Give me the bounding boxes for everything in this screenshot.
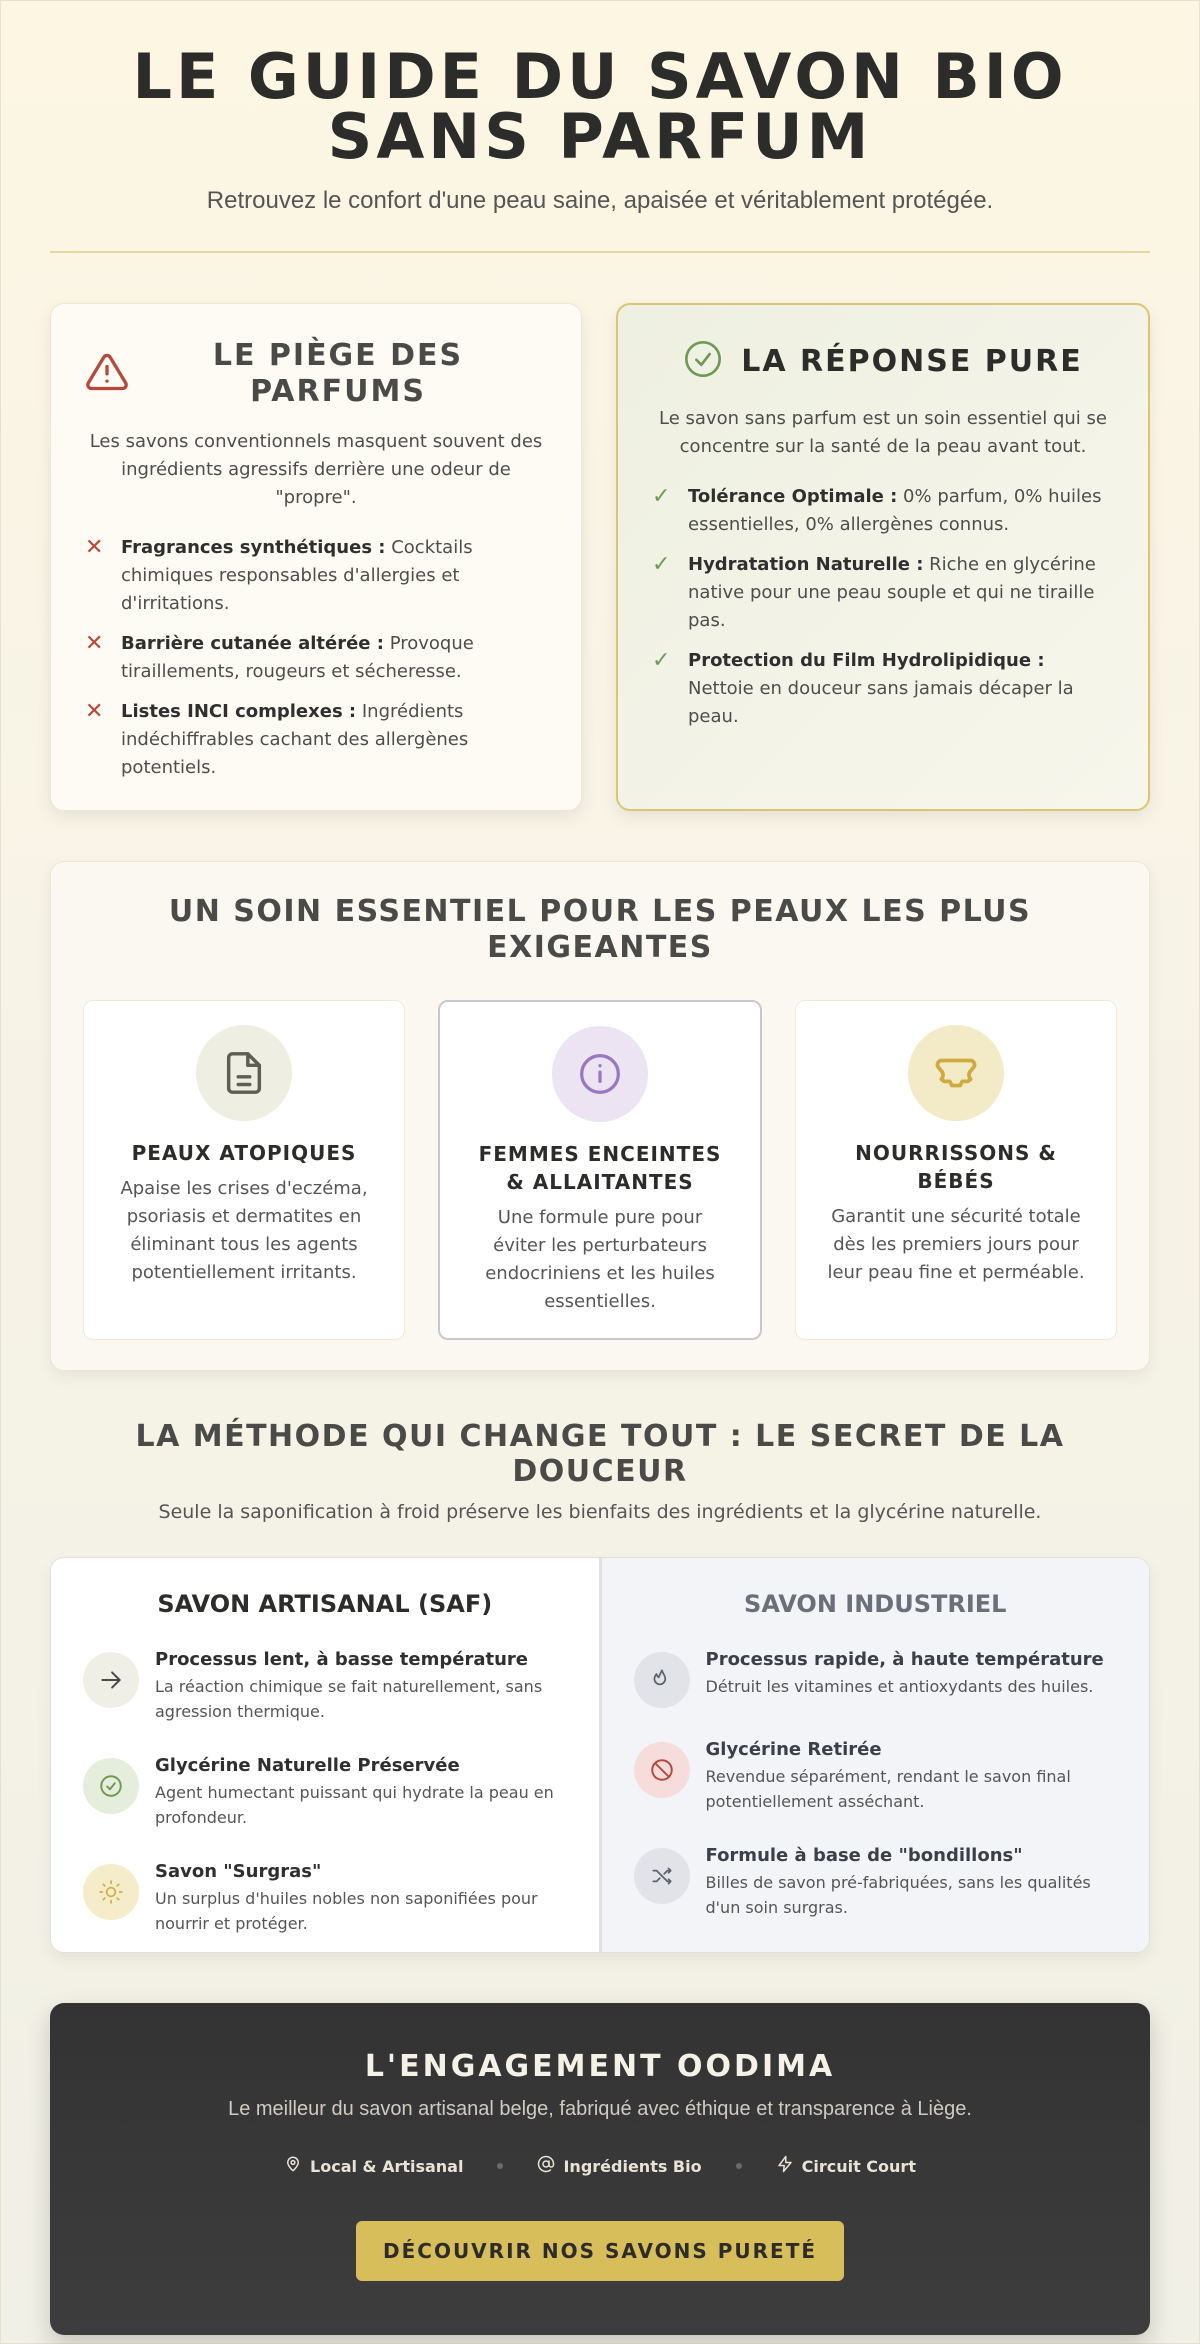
method-subtitle: Seule la saponification à froid préserve les bienfaits des ingrédients et la glycérine naturelle. [158, 1501, 1042, 1523]
check-circle-icon [83, 1758, 139, 1814]
baby-bib-icon [908, 1025, 1004, 1121]
pure-intro: Le savon sans parfum est un soin essentiel qui se concentre sur la santé de la peau avant tout. [659, 408, 1107, 457]
trap-title: LE PIÈGE DES PARFUMS [212, 338, 464, 409]
page-subtitle: Retrouvez le confort d'une peau saine, apaisée et véritablement protégée. [206, 187, 994, 214]
method-header [50, 1419, 1150, 1523]
page [50, 1, 1150, 2335]
row-text: Détruit les vitamines et antioxydants des huiles. [705, 1677, 1094, 1696]
row-title: Formule à base de "bondillons" [705, 1845, 1023, 1866]
flame-icon [634, 1652, 690, 1708]
item-text: Riche en glycérine native pour une peau souple et qui ne tiraille pas. [688, 554, 1096, 631]
item-text: 0% parfum, 0% huiles essentielles, 0% allergènes connus. [688, 486, 1102, 535]
pure-header [652, 339, 1114, 383]
badge-label: Local & Artisanal [310, 2156, 464, 2176]
row-text: Un surplus d'huiles nobles non saponifiées pour nourrir et protéger. [155, 1889, 538, 1933]
badge-circuit [776, 2155, 916, 2177]
trap-list [85, 534, 547, 782]
item-bold: Listes INCI complexes : [121, 701, 357, 722]
pure-list [652, 483, 1114, 731]
method-section [50, 1419, 1150, 1953]
separator-dot [736, 2163, 742, 2169]
row-text: Revendue séparément, rendant le savon final potentiellement asséchant. [705, 1767, 1071, 1811]
badge-bio [537, 2155, 701, 2177]
essential-section [50, 861, 1150, 1371]
page-title-line1: LE GUIDE DU SAVON BIO [132, 40, 1068, 113]
cross-icon: ✕ [85, 699, 104, 724]
comparison-row [634, 1844, 1118, 1920]
trap-intro: Les savons conventionnels masquent souvent des ingrédients agressifs derrière une odeur de "propre". [89, 431, 543, 508]
card-title: FEMMES ENCEINTES & ALLAITANTES [478, 1142, 722, 1194]
comparison-row [634, 1648, 1118, 1708]
hero [50, 1, 1150, 253]
row-title: Savon "Surgras" [155, 1861, 322, 1882]
card-pregnant [438, 1000, 762, 1340]
lightning-icon [776, 2155, 802, 2177]
item-text: Ingrédients indéchiffrables cachant des allergènes potentiels. [121, 701, 469, 778]
artisanal-title: SAVON ARTISANAL (SAF) [157, 1590, 493, 1618]
comparison-row [83, 1860, 567, 1936]
item-text: Provoque tiraillements, rougeurs et sécheresse. [121, 633, 474, 682]
row-text: La réaction chimique se fait naturellement, sans agression thermique. [155, 1677, 543, 1721]
engagement-subtitle: Le meilleur du savon artisanal belge, fabriqué avec éthique et transparence à Liège. [228, 2098, 972, 2120]
item-bold: Hydratation Naturelle : [688, 554, 924, 575]
document-icon [196, 1025, 292, 1121]
list-item [85, 698, 547, 782]
artisanal-column [51, 1558, 602, 1952]
card-text: Garantit une sécurité totale dès les premiers jours pour leur peau fine et perméable. [827, 1206, 1085, 1283]
item-text: Nettoie en douceur sans jamais décaper la peau. [688, 678, 1074, 727]
list-item [85, 534, 547, 618]
list-item [652, 483, 1114, 539]
check-icon: ✓ [652, 552, 671, 577]
page-title [50, 40, 1150, 173]
at-sign-icon [537, 2155, 563, 2177]
audience-cards [83, 1000, 1117, 1340]
badge-local [284, 2155, 463, 2177]
comparison-row [83, 1648, 567, 1724]
industrial-title: SAVON INDUSTRIEL [744, 1590, 1007, 1618]
item-bold: Barrière cutanée altérée : [121, 633, 384, 654]
badge-label: Circuit Court [801, 2156, 916, 2176]
item-bold: Tolérance Optimale : [688, 486, 898, 507]
arrow-right-icon [83, 1652, 139, 1708]
pure-box [616, 303, 1150, 811]
card-babies [795, 1000, 1117, 1340]
discover-soaps-button[interactable]: DÉCOUVRIR NOS SAVONS PURETÉ [356, 2221, 844, 2281]
warning-icon [85, 350, 129, 398]
badge-label: Ingrédients Bio [563, 2156, 702, 2176]
soap-comparison [50, 1557, 1150, 1953]
industrial-column [602, 1558, 1150, 1952]
comparison-boxes [50, 303, 1150, 811]
card-text: Apaise les crises d'eczéma, psoriasis et dermatites en éliminant tous les agents potentiellement irritants. [120, 1178, 368, 1283]
cross-icon: ✕ [85, 535, 104, 560]
card-atopic [83, 1000, 405, 1340]
trap-box [50, 303, 582, 811]
list-item [85, 630, 547, 686]
list-item [652, 647, 1114, 731]
separator-dot [497, 2163, 503, 2169]
check-circle-icon [683, 339, 723, 383]
info-icon [552, 1026, 648, 1122]
page-title-line2: SANS PARFUM [327, 100, 873, 173]
card-title: PEAUX ATOPIQUES [131, 1141, 357, 1165]
comparison-row [634, 1738, 1118, 1814]
check-icon: ✓ [652, 484, 671, 509]
list-item [652, 551, 1114, 635]
row-title: Processus rapide, à haute température [705, 1649, 1104, 1670]
check-icon: ✓ [652, 648, 671, 673]
trap-header [85, 338, 547, 410]
map-pin-icon [284, 2155, 310, 2177]
item-text: Cocktails chimiques responsables d'allergies et d'irritations. [121, 537, 473, 614]
item-bold: Protection du Film Hydrolipidique : [688, 650, 1045, 671]
comparison-row [83, 1754, 567, 1830]
row-text: Agent humectant puissant qui hydrate la peau en profondeur. [155, 1783, 554, 1827]
shuffle-icon [634, 1848, 690, 1904]
divider [50, 251, 1150, 253]
sun-icon [83, 1864, 139, 1920]
essential-title: UN SOIN ESSENTIEL POUR LES PEAUX LES PLUS EXIGEANTES [168, 894, 1032, 965]
engagement-panel [50, 2003, 1150, 2335]
badge-row [50, 2155, 1150, 2177]
cross-icon: ✕ [85, 631, 104, 656]
row-title: Processus lent, à basse température [155, 1649, 528, 1670]
engagement-title: L'ENGAGEMENT OODIMA [364, 2049, 836, 2084]
row-title: Glycérine Retirée [705, 1739, 882, 1760]
card-title: NOURRISSONS & BÉBÉS [855, 1141, 1057, 1193]
ban-icon [634, 1742, 690, 1798]
pure-title: LA RÉPONSE PURE [741, 343, 1083, 379]
card-text: Une formule pure pour éviter les perturbateurs endocriniens et les huiles essentielles. [485, 1207, 715, 1312]
item-bold: Fragrances synthétiques : [121, 537, 386, 558]
row-title: Glycérine Naturelle Préservée [155, 1755, 460, 1776]
row-text: Billes de savon pré-fabriquées, sans les qualités d'un soin surgras. [705, 1873, 1091, 1917]
method-title: LA MÉTHODE QUI CHANGE TOUT : LE SECRET DE LA DOUCEUR [135, 1419, 1065, 1489]
